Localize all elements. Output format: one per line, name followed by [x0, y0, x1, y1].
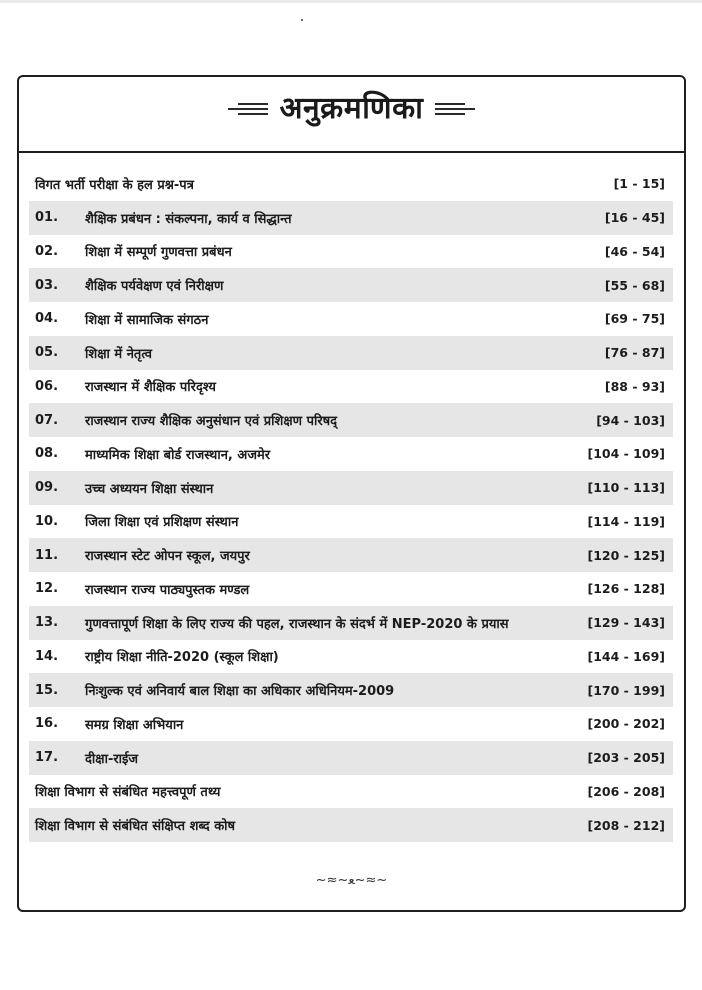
toc-row [29, 437, 673, 471]
chapter-number: 16. [35, 716, 59, 732]
page-range: [76 - 87] [604, 345, 665, 361]
chapter-title: शिक्षा में नेतृत्व [85, 346, 153, 362]
toc-row [29, 370, 673, 404]
chapter-number: 09. [35, 480, 59, 496]
chapter-number: 05. [35, 345, 59, 361]
page-range: [203 - 205] [587, 750, 665, 766]
toc-row [29, 336, 673, 370]
toc-row [29, 741, 673, 775]
chapter-title: राजस्थान राज्य शैक्षिक अनुसंधान एवं प्रशिक्षण परिषद् [85, 414, 338, 430]
chapter-title: विगत भर्ती परीक्षा के हल प्रश्न-पत्र [35, 177, 194, 193]
toc-row [29, 302, 673, 336]
chapter-number: 11. [35, 547, 59, 563]
chapter-title: उच्च अध्ययन शिक्षा संस्थान [85, 481, 214, 497]
page-range: [94 - 103] [596, 412, 665, 428]
chapter-title: शिक्षा में सम्पूर्ण गुणवत्ता प्रबंधन [85, 245, 232, 261]
chapter-title: राष्ट्रीय शिक्षा नीति-2020 (स्कूल शिक्षा) [85, 650, 279, 666]
chapter-number: 07. [35, 412, 59, 428]
page-range: [1 - 15] [613, 176, 665, 192]
title-decoration-left [228, 103, 268, 115]
page-range: [170 - 199] [587, 682, 665, 698]
page-title: अनुक्रमणिका [279, 91, 424, 126]
speck-dot [301, 19, 303, 21]
chapter-title: माध्यमिक शिक्षा बोर्ड राजस्थान, अजमेर [85, 447, 271, 463]
toc-row [29, 167, 673, 201]
page-range: [206 - 208] [587, 783, 665, 799]
chapter-title: शिक्षा विभाग से संबंधित महत्त्वपूर्ण तथ्य [35, 785, 221, 801]
toc-row [29, 640, 673, 674]
chapter-title: शिक्षा में सामाजिक संगठन [85, 312, 209, 328]
toc-row [29, 538, 673, 572]
chapter-number: 10. [35, 513, 59, 529]
toc-row [29, 606, 673, 640]
page-range: [120 - 125] [587, 547, 665, 563]
contents-header [19, 77, 684, 153]
toc-row [29, 268, 673, 302]
page-range: [104 - 109] [587, 446, 665, 462]
chapter-title: राजस्थान में शैक्षिक परिदृश्य [85, 380, 216, 396]
footer-ornament: ~≈~ﻌ~≈~ [315, 873, 388, 888]
page-range: [88 - 93] [604, 378, 665, 394]
top-edge-line [0, 0, 702, 3]
chapter-title: गुणवत्तापूर्ण शिक्षा के लिए राज्य की पहल, राजस्थान के संदर्भ में NEP-2020 के प्रयास [85, 616, 509, 632]
title-decoration-right [435, 103, 475, 115]
page-range: [144 - 169] [587, 648, 665, 664]
page-range: [200 - 202] [587, 716, 665, 732]
page-range: [46 - 54] [604, 243, 665, 259]
chapter-number: 13. [35, 615, 59, 631]
toc-row [29, 707, 673, 741]
chapter-number: 06. [35, 378, 59, 394]
chapter-number: 01. [35, 210, 59, 226]
chapter-number: 15. [35, 682, 59, 698]
toc-row [29, 403, 673, 437]
toc-row [29, 201, 673, 235]
toc-row [29, 471, 673, 505]
chapter-number: 08. [35, 446, 59, 462]
chapter-title: राजस्थान राज्य पाठ्यपुस्तक मण्डल [85, 582, 250, 598]
chapter-title: जिला शिक्षा एवं प्रशिक्षण संस्थान [85, 515, 239, 531]
toc-row [29, 235, 673, 269]
toc-row [29, 775, 673, 809]
chapter-title: समग्र शिक्षा अभियान [85, 717, 184, 733]
page-range: [69 - 75] [604, 311, 665, 327]
toc-row [29, 572, 673, 606]
chapter-number: 03. [35, 277, 59, 293]
page-range: [16 - 45] [604, 210, 665, 226]
chapter-title: दीक्षा-राईज [85, 751, 139, 767]
toc-row [29, 808, 673, 842]
chapter-number: 04. [35, 311, 59, 327]
chapter-title: निःशुल्क एवं अनिवार्य बाल शिक्षा का अधिकार अधिनियम-2009 [85, 684, 395, 700]
chapter-title: राजस्थान स्टेट ओपन स्कूल, जयपुर [85, 549, 250, 565]
contents-frame [17, 75, 686, 912]
page-range: [114 - 119] [587, 513, 665, 529]
chapter-title: शैक्षिक प्रबंधन : संकल्पना, कार्य व सिद्धान्त [85, 211, 292, 227]
page-range: [55 - 68] [604, 277, 665, 293]
chapter-number: 17. [35, 750, 59, 766]
page-range: [208 - 212] [587, 817, 665, 833]
toc-row [29, 673, 673, 707]
chapter-number: 12. [35, 581, 59, 597]
title-wrap [19, 91, 684, 127]
table-of-contents [29, 167, 673, 842]
page-range: [126 - 128] [587, 581, 665, 597]
page-range: [129 - 143] [587, 615, 665, 631]
chapter-title: शिक्षा विभाग से संबंधित संक्षिप्त शब्द कोष [35, 819, 236, 835]
toc-row [29, 505, 673, 539]
chapter-number: 14. [35, 648, 59, 664]
chapter-number: 02. [35, 243, 59, 259]
chapter-title: शैक्षिक पर्यवेक्षण एवं निरीक्षण [85, 279, 224, 295]
page-range: [110 - 113] [587, 480, 665, 496]
